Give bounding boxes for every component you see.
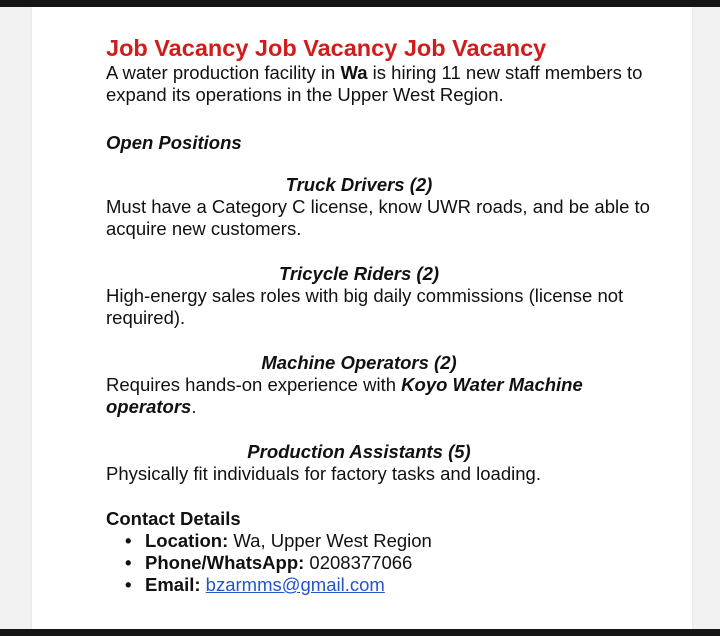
contact-item-phone — [106, 552, 666, 574]
description-emphasis: Koyo Water Machine operators — [106, 374, 583, 417]
page-title: Job Vacancy Job Vacancy Job Vacancy — [106, 35, 547, 61]
phone-label: Phone/WhatsApp: — [145, 552, 305, 573]
bullet-icon: • — [125, 530, 132, 551]
position-description: High-energy sales roles with big daily commissions (license not required). — [106, 285, 624, 328]
position-description — [106, 374, 666, 418]
intro-place: Wa — [340, 62, 368, 83]
position-title: Machine Operators (2) — [261, 352, 457, 373]
intro-paragraph — [106, 62, 666, 106]
bullet-icon: • — [125, 552, 132, 573]
position-truck-drivers — [106, 174, 666, 240]
top-frame-bar — [0, 0, 720, 7]
bottom-frame-bar — [0, 629, 720, 636]
position-description: Must have a Category C license, know UWR roads, and be able to acquire new customers. — [106, 196, 650, 239]
contact-list — [106, 530, 666, 596]
intro-text-before: A water production facility in — [106, 62, 341, 83]
intro-text-after: is hiring 11 new staff members to expand its operations in the Upper West Region. — [106, 62, 643, 105]
email-label: Email: — [145, 574, 201, 595]
document-page — [32, 7, 692, 629]
position-title: Production Assistants (5) — [247, 441, 471, 462]
description-text-before: Requires hands-on experience with — [106, 374, 402, 395]
flyer-content — [106, 34, 666, 596]
position-title: Tricycle Riders (2) — [278, 263, 440, 284]
email-link[interactable]: bzarmms@gmail.com — [205, 574, 385, 595]
position-production-assistants — [106, 441, 666, 485]
contact-item-email — [106, 574, 666, 596]
open-positions-heading: Open Positions — [106, 132, 242, 153]
position-title: Truck Drivers (2) — [285, 174, 433, 195]
position-description: Physically fit individuals for factory tasks and loading. — [106, 463, 541, 484]
phone-value: 0208377066 — [304, 552, 413, 573]
location-label: Location: — [145, 530, 229, 551]
bullet-icon: • — [125, 574, 132, 595]
location-value: Wa, Upper West Region — [228, 530, 432, 551]
contact-item-location — [106, 530, 666, 552]
position-machine-operators — [106, 352, 666, 418]
position-tricycle-riders — [106, 263, 666, 329]
description-text-after: . — [191, 396, 197, 417]
contact-heading: Contact Details — [106, 508, 241, 529]
